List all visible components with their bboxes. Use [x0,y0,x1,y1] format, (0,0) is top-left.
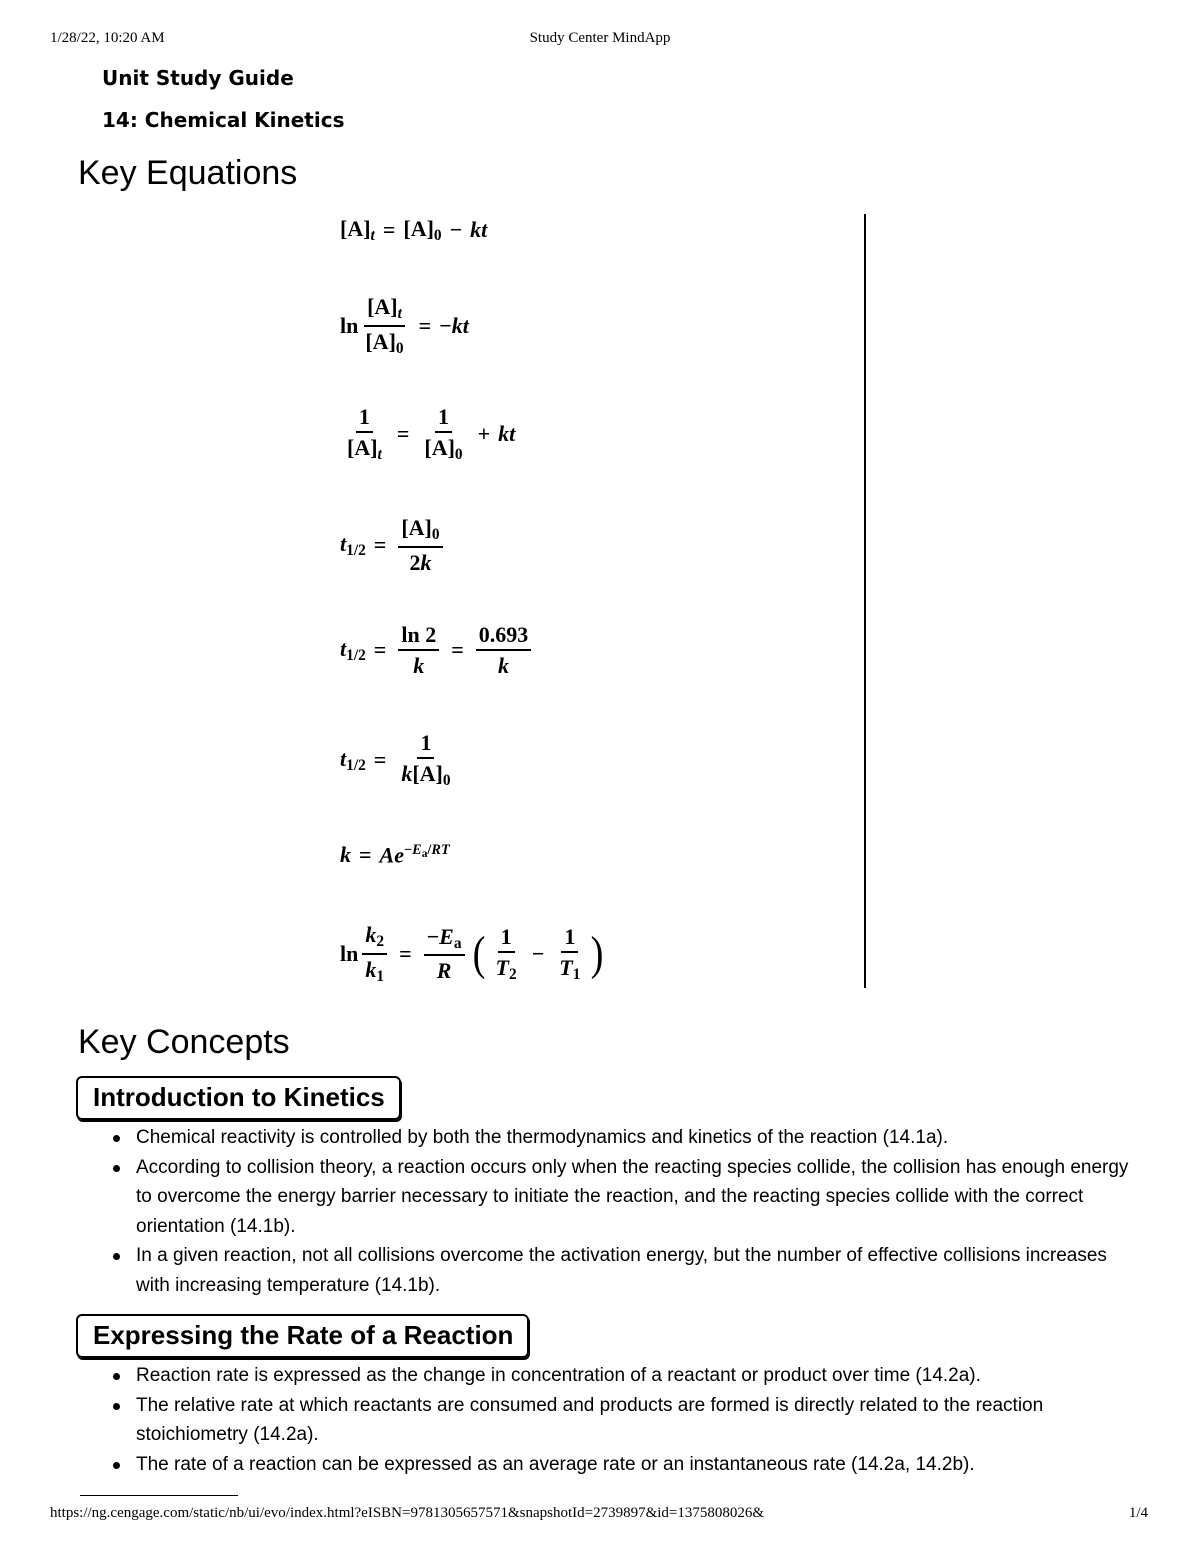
section-heading-intro-kinetics: Introduction to Kinetics [76,1076,401,1120]
list-item: According to collision theory, a reaction occurs only when the reacting species collide, the collision has enough energy to overcome the energy barrier necessary to initiate the reaction, and the reacting species collide with the correct orientation (14.1b). [105,1153,1135,1242]
list-item: The rate of a reaction can be expressed as an average rate or an instantaneous rate (14.2a, 14.2b). [105,1450,1135,1480]
list-item: Chemical reactivity is controlled by both the thermodynamics and kinetics of the reaction (14.1a). [105,1123,1135,1153]
bullet-list-intro-kinetics [105,1123,1135,1301]
list-item: The relative rate at which reactants are consumed and products are formed is directly related to the reaction stoichiometry (14.2a). [105,1391,1135,1450]
equation-14-3: $\frac{1}{[A]_t}$ = $\frac{1}{[A]_0}$ + kt [347,404,516,464]
equation-14-2: ln $\frac{[A]_t}{[A]_0}$ = −kt [340,294,469,357]
print-datetime: 1/28/22, 10:20 AM [50,30,165,46]
equation-14-1: $[A]_t$ = $[A]_0$ − kt [340,216,488,244]
key-concepts-heading: Key Concepts [78,1023,290,1061]
key-equations-heading: Key Equations [78,154,298,192]
print-url: https://ng.cengage.com/static/nb/ui/evo/index.html?eISBN=9781305657571&snapshotId=2739897&id=1375808026& [50,1505,765,1521]
equation-14-7: k = $Ae^{-E_a/RT}$ [340,842,450,868]
bullet-list-rate-expression [105,1361,1135,1479]
equation-14-8: ln $\frac{k_2}{k_1}$ = $\frac{-E_a}{R}$ ( $\frac{1}{T_2}$ − $\frac{1}{T_1}$ ) [340,922,604,985]
list-item: In a given reaction, not all collisions overcome the activation energy, but the number of effective collisions increases with increasing temperature (14.1b). [105,1241,1135,1300]
guide-title: Unit Study Guide [102,66,294,90]
equation-14-6: $t_{1/2}$ = $\frac{1}{k[A]_0}$ [340,730,451,790]
equations-rule [864,214,866,988]
footnote-rule [80,1495,238,1496]
list-item: Reaction rate is expressed as the change in concentration of a reactant or product over time (14.2a). [105,1361,1135,1391]
print-app-title: Study Center MindApp [529,30,671,46]
section-heading-rate-expression: Expressing the Rate of a Reaction [76,1314,529,1358]
unit-title: 14: Chemical Kinetics [102,108,345,132]
equation-14-4: $t_{1/2}$ = $\frac{[A]_0}{2k}$ [340,515,447,575]
page-number: 1/4 [1128,1505,1148,1521]
equation-14-5: $t_{1/2}$ = $\frac{\ln 2}{k}$ = $\frac{0.693}{k}$ [340,622,535,679]
